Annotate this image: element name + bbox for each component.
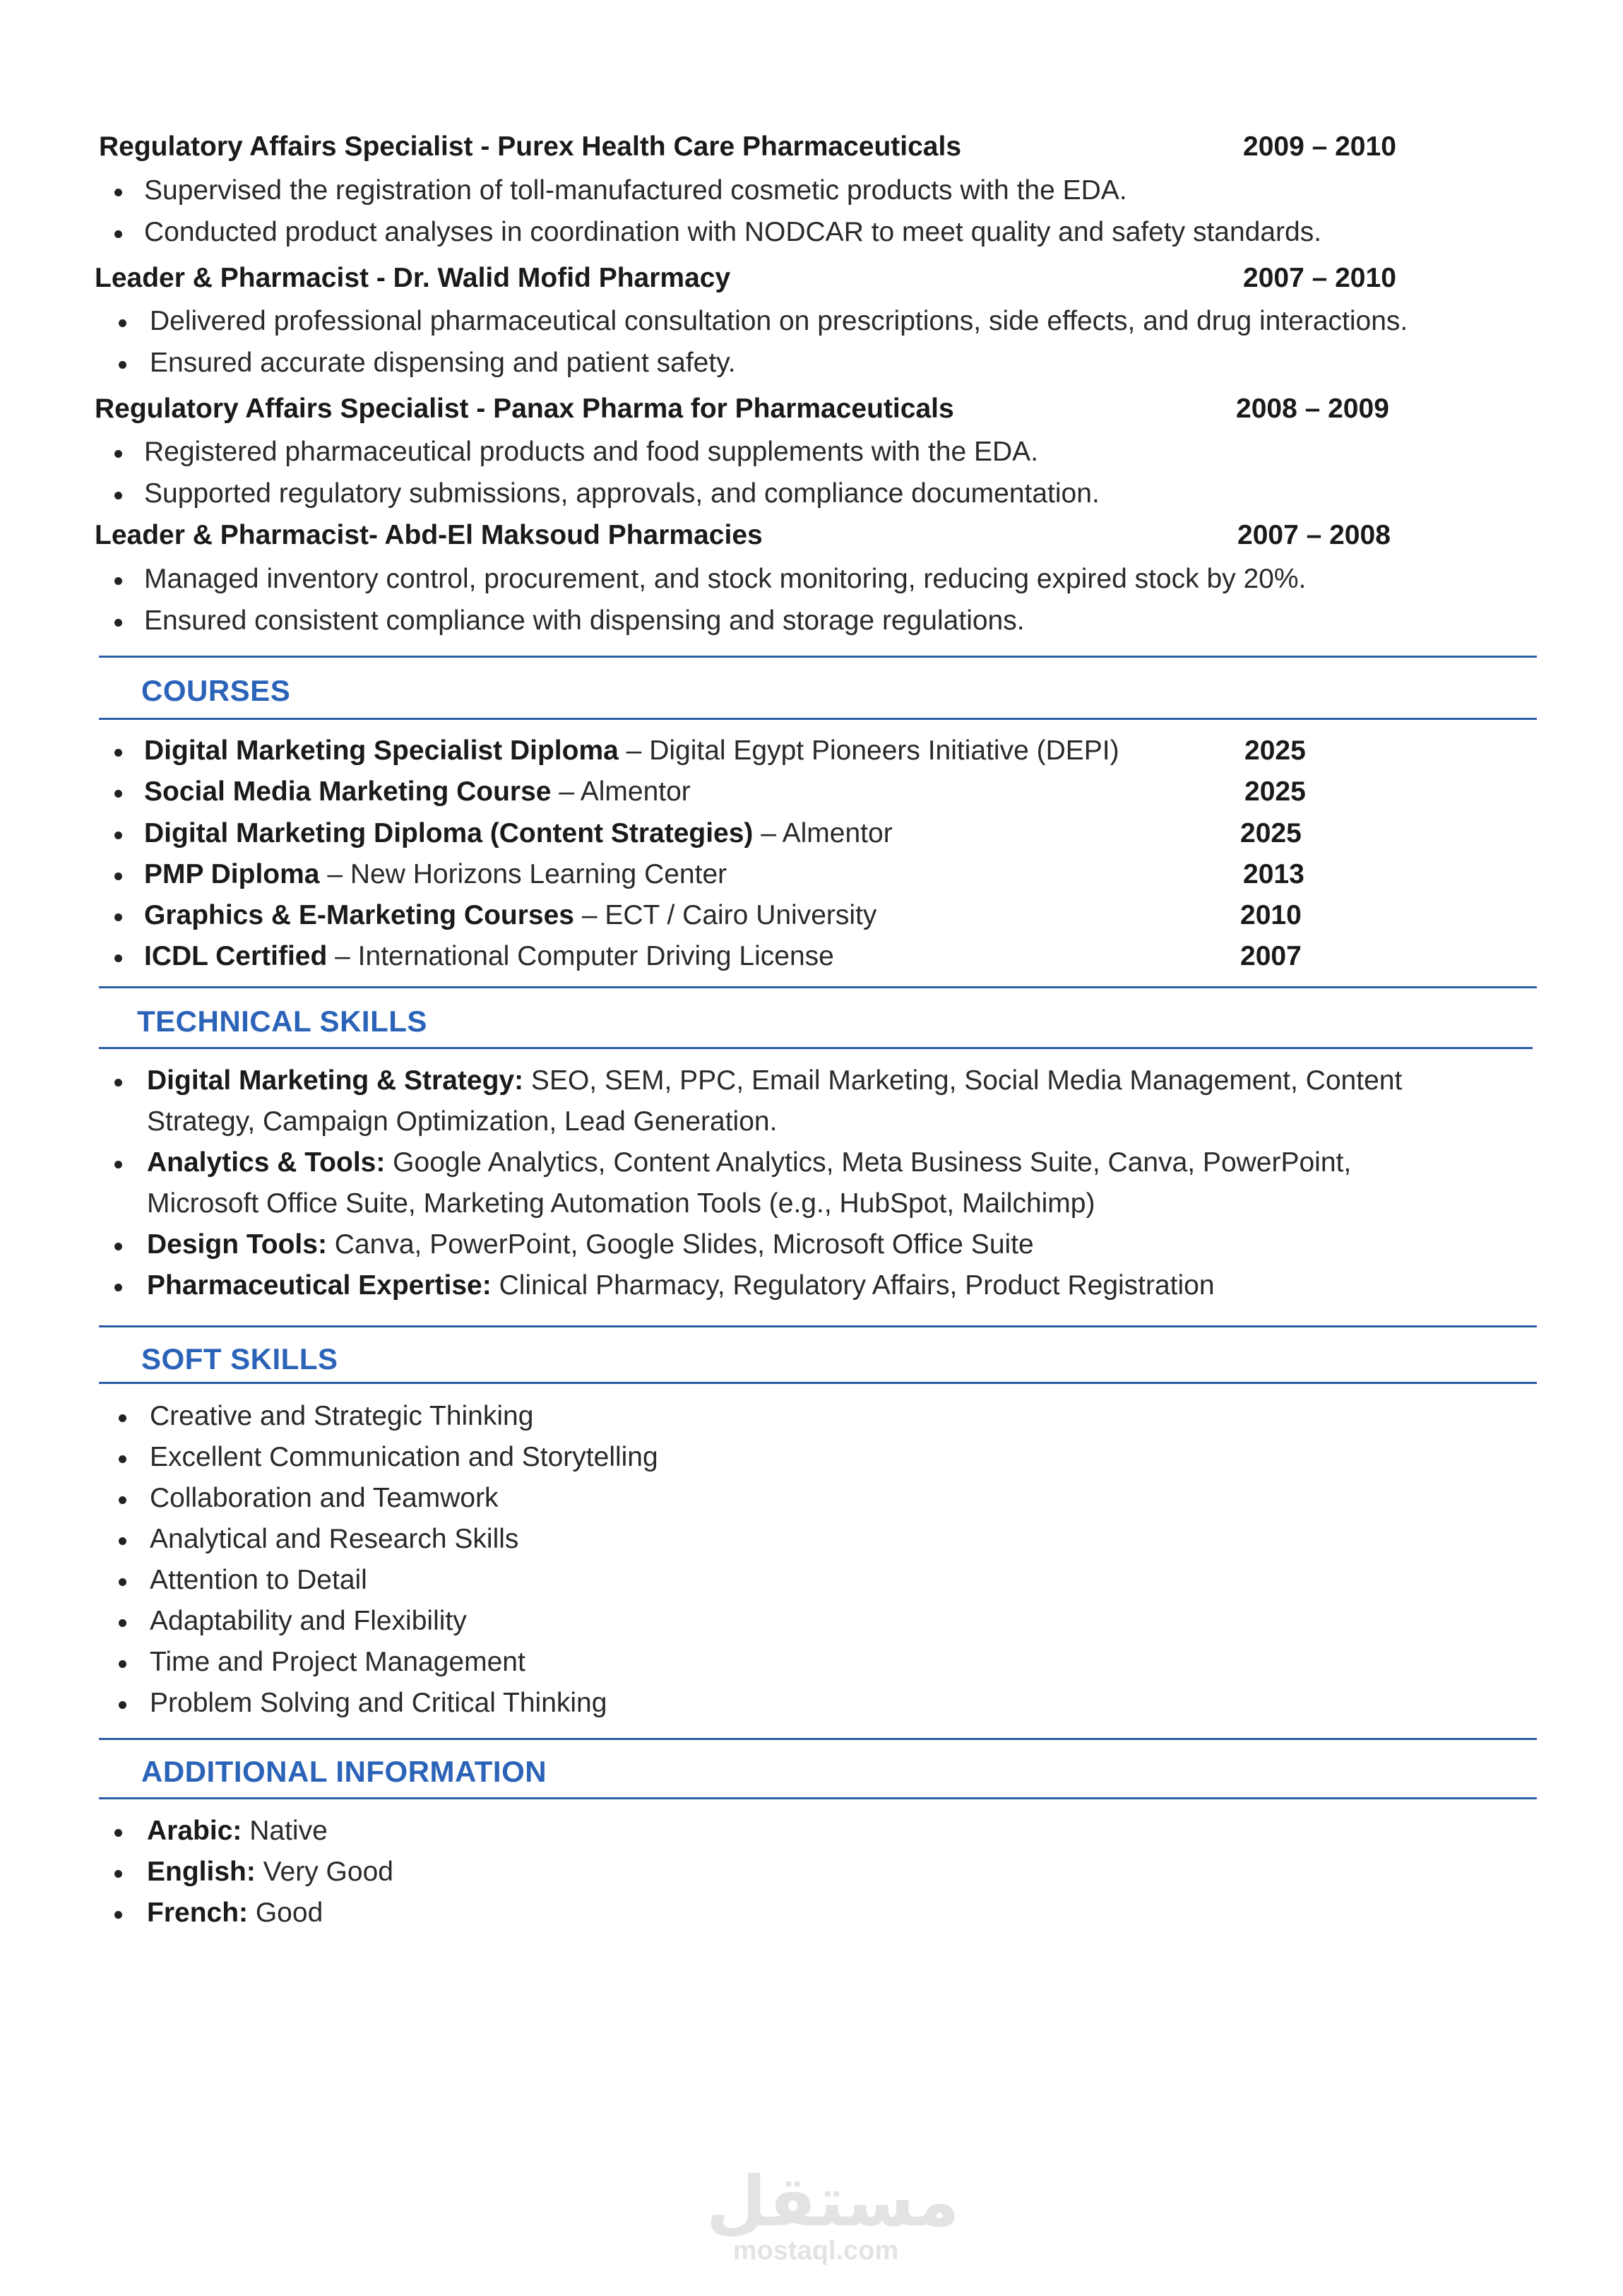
course-year: 2010 bbox=[1240, 900, 1302, 930]
job-years: 2008 – 2009 bbox=[1236, 393, 1389, 424]
skill-value: SEO, SEM, PPC, Email Marketing, Social Media Management, Content bbox=[523, 1065, 1403, 1096]
course-provider: – Digital Egypt Pioneers Initiative (DEPI) bbox=[618, 735, 1119, 766]
skill-label: Analytics & Tools: bbox=[147, 1147, 386, 1178]
job-years: 2007 – 2008 bbox=[1237, 520, 1391, 550]
soft-skill-item: Collaboration and Teamwork bbox=[150, 1483, 499, 1513]
skill-label: Pharmaceutical Expertise: bbox=[147, 1270, 492, 1301]
course-provider: – Almentor bbox=[753, 818, 893, 848]
course-year: 2007 bbox=[1240, 941, 1302, 971]
course-provider: – New Horizons Learning Center bbox=[319, 859, 727, 889]
language-level: Native bbox=[242, 1816, 328, 1846]
section-rule bbox=[99, 1797, 1537, 1799]
course-item bbox=[144, 859, 727, 890]
bullet-dot bbox=[114, 790, 122, 798]
course-year: 2025 bbox=[1244, 776, 1306, 807]
section-title: TECHNICAL SKILLS bbox=[137, 1005, 427, 1038]
bullet-dot bbox=[114, 1243, 122, 1250]
soft-skill-item: Creative and Strategic Thinking bbox=[150, 1401, 534, 1431]
soft-skill-item: Excellent Communication and Storytelling bbox=[150, 1442, 658, 1472]
job-title: Leader & Pharmacist- Abd-El Maksoud Pharmacies bbox=[95, 520, 763, 550]
job-bullet: Supervised the registration of toll-manufactured cosmetic products with the EDA. bbox=[144, 175, 1127, 206]
course-provider: – Almentor bbox=[551, 776, 691, 807]
language-level: Very Good bbox=[255, 1857, 393, 1887]
soft-skill-item: Time and Project Management bbox=[150, 1647, 525, 1677]
bullet-dot bbox=[114, 1911, 122, 1919]
skill-continuation: Microsoft Office Suite, Marketing Automation Tools (e.g., HubSpot, Mailchimp) bbox=[147, 1188, 1095, 1219]
course-item bbox=[144, 735, 1119, 767]
bullet-dot bbox=[114, 832, 122, 839]
course-year: 2025 bbox=[1240, 818, 1302, 848]
bullet-dot bbox=[114, 1161, 122, 1168]
language-item bbox=[147, 1857, 393, 1888]
course-item bbox=[144, 818, 893, 849]
course-name: PMP Diploma bbox=[144, 859, 320, 889]
bullet-dot bbox=[114, 913, 122, 921]
bullet-dot bbox=[119, 1660, 126, 1668]
section-rule bbox=[99, 656, 1537, 658]
bullet-dot bbox=[114, 1284, 122, 1291]
skill-item bbox=[147, 1270, 1215, 1301]
bullet-dot bbox=[114, 619, 122, 627]
bullet-dot bbox=[119, 1414, 126, 1422]
bullet-dot bbox=[119, 1537, 126, 1545]
skill-label: Design Tools: bbox=[147, 1229, 327, 1260]
watermark-latin: mostaql.com bbox=[732, 2236, 899, 2266]
bullet-dot bbox=[114, 872, 122, 880]
job-years: 2009 – 2010 bbox=[1243, 131, 1396, 162]
language-label: English: bbox=[147, 1857, 256, 1887]
skill-value: Google Analytics, Content Analytics, Meta Business Suite, Canva, PowerPoint, bbox=[385, 1147, 1352, 1178]
soft-skill-item: Analytical and Research Skills bbox=[150, 1524, 519, 1554]
bullet-dot bbox=[114, 749, 122, 757]
job-bullet: Managed inventory control, procurement, and stock monitoring, reducing expired stock by 20%. bbox=[144, 564, 1307, 594]
soft-skill-item: Adaptability and Flexibility bbox=[150, 1606, 467, 1636]
bullet-dot bbox=[114, 450, 122, 458]
section-rule bbox=[99, 1738, 1537, 1740]
soft-skill-item: Attention to Detail bbox=[150, 1565, 367, 1595]
bullet-dot bbox=[114, 1870, 122, 1878]
section-rule bbox=[99, 986, 1537, 988]
watermark-arabic: مستقل bbox=[706, 2162, 960, 2242]
job-title: Regulatory Affairs Specialist - Panax Pharma for Pharmaceuticals bbox=[95, 393, 954, 424]
language-level: Good bbox=[248, 1898, 323, 1928]
job-bullet: Conducted product analyses in coordination with NODCAR to meet quality and safety standards. bbox=[144, 217, 1322, 247]
job-title: Regulatory Affairs Specialist - Purex Health Care Pharmaceuticals bbox=[99, 131, 962, 162]
job-bullet: Ensured consistent compliance with dispensing and storage regulations. bbox=[144, 605, 1025, 636]
bullet-dot bbox=[114, 577, 122, 585]
language-item bbox=[147, 1816, 328, 1847]
course-name: ICDL Certified bbox=[144, 941, 328, 971]
bullet-dot bbox=[119, 1619, 126, 1627]
skill-item bbox=[147, 1147, 1351, 1178]
course-year: 2013 bbox=[1243, 859, 1304, 889]
course-name: Social Media Marketing Course bbox=[144, 776, 552, 807]
section-title: COURSES bbox=[141, 674, 291, 707]
skill-label: Digital Marketing & Strategy: bbox=[147, 1065, 524, 1096]
course-name: Graphics & E-Marketing Courses bbox=[144, 900, 574, 930]
skill-item bbox=[147, 1229, 1034, 1260]
bullet-dot bbox=[119, 1701, 126, 1709]
section-rule bbox=[99, 1047, 1533, 1049]
mostaql-watermark bbox=[706, 2162, 960, 2268]
section-rule bbox=[99, 1325, 1537, 1327]
job-bullet: Supported regulatory submissions, approvals, and compliance documentation. bbox=[144, 478, 1100, 509]
bullet-dot bbox=[114, 1079, 122, 1087]
bullet-dot bbox=[114, 492, 122, 499]
bullet-dot bbox=[119, 1455, 126, 1463]
soft-skill-item: Problem Solving and Critical Thinking bbox=[150, 1688, 607, 1718]
skill-item bbox=[147, 1065, 1402, 1096]
course-name: Digital Marketing Diploma (Content Strategies) bbox=[144, 818, 754, 848]
skill-value: Clinical Pharmacy, Regulatory Affairs, Product Registration bbox=[491, 1270, 1215, 1301]
course-year: 2025 bbox=[1244, 735, 1306, 766]
section-title: SOFT SKILLS bbox=[141, 1342, 338, 1375]
bullet-dot bbox=[114, 230, 122, 238]
section-rule bbox=[99, 1382, 1537, 1384]
course-name: Digital Marketing Specialist Diploma bbox=[144, 735, 619, 766]
job-bullet: Delivered professional pharmaceutical consultation on prescriptions, side effects, and drug interactions. bbox=[150, 306, 1408, 336]
bullet-dot bbox=[114, 189, 122, 196]
language-label: French: bbox=[147, 1898, 249, 1928]
course-provider: – International Computer Driving License bbox=[327, 941, 834, 971]
bullet-dot bbox=[119, 361, 126, 369]
bullet-dot bbox=[114, 1829, 122, 1837]
job-bullet: Ensured accurate dispensing and patient safety. bbox=[150, 348, 736, 378]
bullet-dot bbox=[119, 319, 126, 327]
bullet-dot bbox=[114, 954, 122, 962]
section-rule bbox=[99, 718, 1537, 720]
skill-value: Canva, PowerPoint, Google Slides, Microsoft Office Suite bbox=[326, 1229, 1034, 1260]
section-title: ADDITIONAL INFORMATION bbox=[141, 1755, 547, 1788]
job-title: Leader & Pharmacist - Dr. Walid Mofid Pharmacy bbox=[95, 263, 731, 293]
language-item bbox=[147, 1898, 323, 1929]
language-label: Arabic: bbox=[147, 1816, 242, 1846]
course-item bbox=[144, 776, 691, 807]
course-item bbox=[144, 941, 834, 972]
skill-continuation: Strategy, Campaign Optimization, Lead Generation. bbox=[147, 1106, 778, 1137]
bullet-dot bbox=[119, 1496, 126, 1504]
course-provider: – ECT / Cairo University bbox=[574, 900, 877, 930]
job-bullet: Registered pharmaceutical products and food supplements with the EDA. bbox=[144, 437, 1039, 467]
bullet-dot bbox=[119, 1578, 126, 1586]
course-item bbox=[144, 900, 876, 931]
job-years: 2007 – 2010 bbox=[1243, 263, 1396, 293]
